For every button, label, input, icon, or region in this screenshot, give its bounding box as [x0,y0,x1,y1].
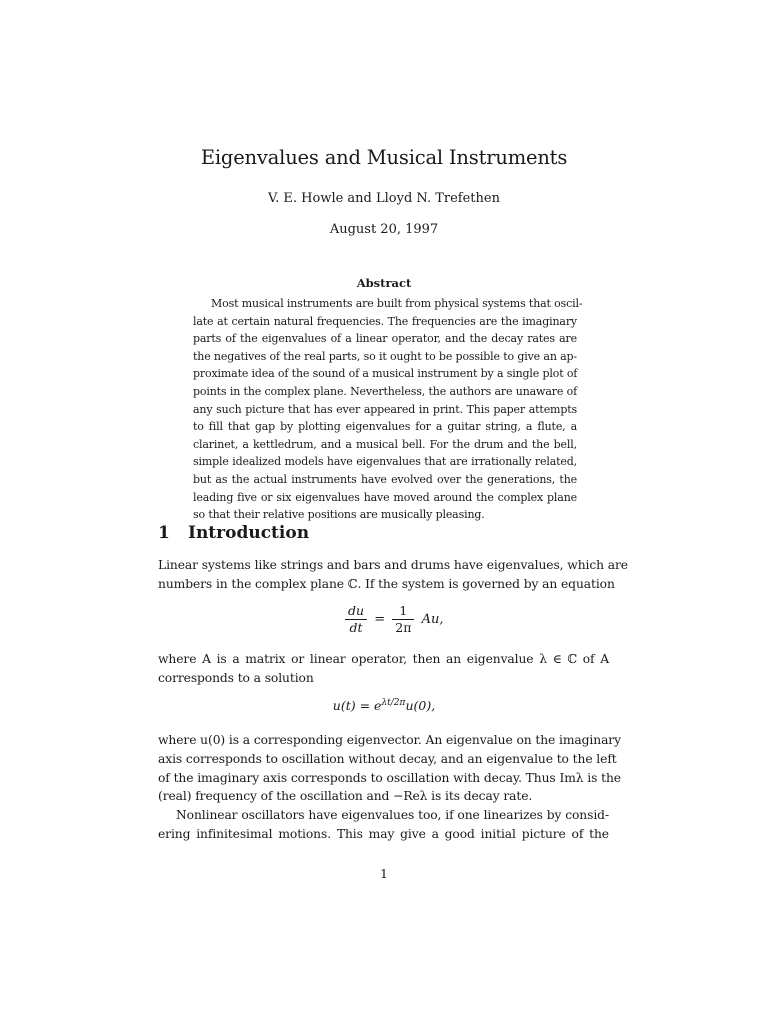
abstract-line: late at certain natural frequencies. The frequencies are the imaginary [193,314,577,328]
section-heading [158,523,309,543]
body-line: where u(0) is a corresponding eigenvector. An eigenvalue on the imaginary [158,733,621,747]
equation-lhs: u(t) = e [332,698,382,714]
abstract-line: leading five or six eigenvalues have moved around the complex plane [193,490,577,504]
page-number: 1 [380,866,388,881]
paragraph-eigenvalue [158,650,609,688]
equation-tail: Au, [421,612,444,627]
body-line: numbers in the complex plane ℂ. If the system is governed by an equation [158,576,615,591]
equals-sign: = [374,612,386,627]
body-line: of the imaginary axis corresponds to oscillation with decay. Thus Imλ is the [158,770,621,785]
fraction-denominator: dt [349,620,363,635]
body-line: ering infinitesimal motions. This may give a good initial picture of the [158,826,609,841]
section-title: Introduction [188,523,310,543]
abstract-line: proximate idea of the sound of a musical instrument by a single plot of [193,367,578,381]
fraction-one-over-two-pi [392,603,414,636]
fraction-du-dt [345,603,367,636]
equation-exponent: λt/2π [381,698,406,708]
abstract-line: points in the complex plane. Nevertheless, the authors are unaware of [193,384,577,398]
equation-rhs: u(0), [405,698,436,714]
abstract-line: so that their relative positions are musically pleasing. [193,508,485,522]
body-line: (real) frequency of the oscillation and −Reλ is its decay rate. [158,789,533,804]
body-line: where A is a matrix or linear operator, then an eigenvalue λ ∈ ℂ of A [158,652,609,666]
paper-date: August 20, 1997 [329,222,439,237]
paragraph-decay [158,731,621,844]
body-line: axis corresponds to oscillation without decay, and an eigenvalue to the left [158,751,617,766]
body-line: Linear systems like strings and bars and drums have eigenvalues, which are [158,558,628,572]
equation-ode [0,603,768,645]
equation-solution [0,698,768,713]
body-line: corresponds to a solution [158,670,314,685]
abstract-line: the negatives of the real parts, so it ought to be possible to give an ap- [193,349,577,363]
paper-authors: V. E. Howle and Lloyd N. Trefethen [268,191,500,206]
abstract-body [193,295,583,524]
fraction-numerator: du [345,603,367,620]
abstract-line: parts of the eigenvalues of a linear operator, and the decay rates are [193,332,577,346]
section-number: 1 [158,523,170,543]
abstract-line: Most musical instruments are built from physical systems that oscil- [211,297,583,310]
abstract-line: any such picture that has ever appeared in print. This paper attempts [193,402,577,416]
fraction-denominator: 2π [395,620,412,635]
abstract-heading: Abstract [356,276,412,290]
abstract-line: but as the actual instruments have evolved over the generations, the [193,472,577,486]
paper-title: Eigenvalues and Musical Instruments [200,146,568,169]
fraction-numerator: 1 [392,603,414,620]
paragraph-intro [158,556,628,594]
abstract-line: to fill that gap by plotting eigenvalues for a guitar string, a flute, a [193,420,577,434]
abstract-line: simple idealized models have eigenvalues that are irrationally related, [193,455,577,469]
body-line: Nonlinear oscillators have eigenvalues too, if one linearizes by consid- [176,808,609,823]
abstract-line: clarinet, a kettledrum, and a musical bell. For the drum and the bell, [193,437,577,451]
